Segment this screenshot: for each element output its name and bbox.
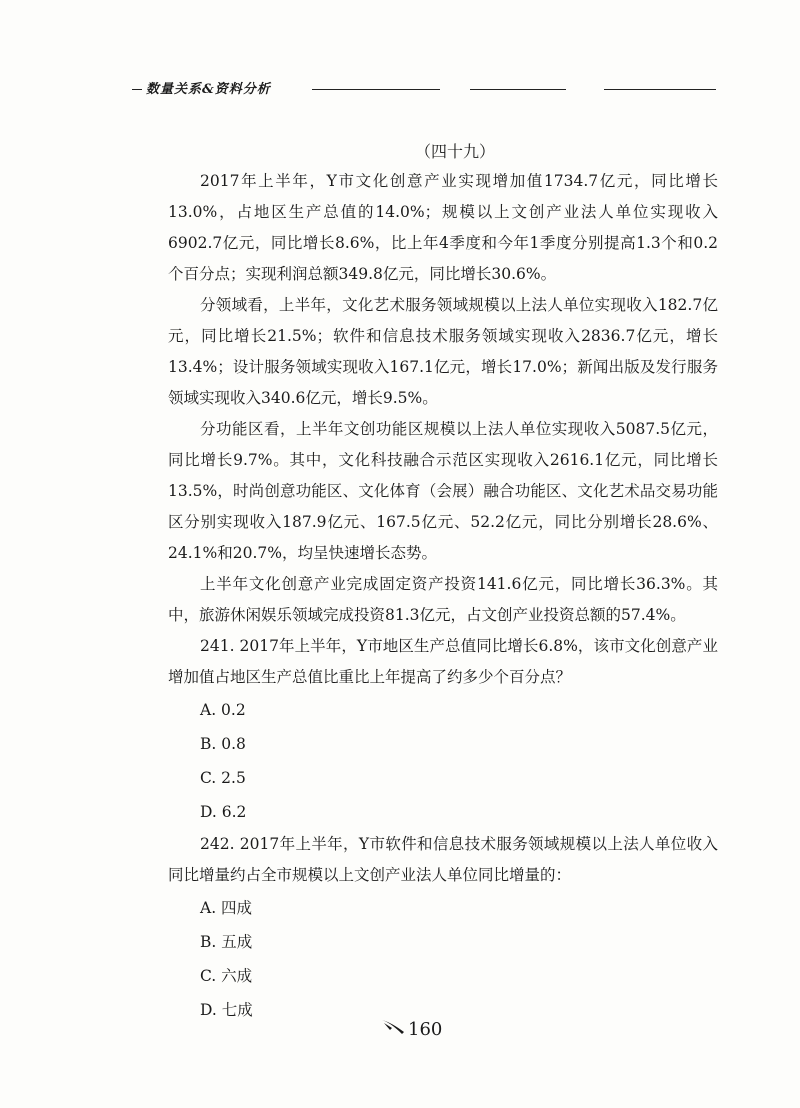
paragraph-1: 2017年上半年，Y市文化创意产业实现增加值1734.7亿元，同比增长13.0%，占地区生产总值的14.0%；规模以上文创产业法人单位实现收入6902.7亿元，同比增长8.6%，比上年4季度和今年1季度分别提高1.3个和0.2个百分点；实现利润总额349.8亿元，同比增长30.6%。 bbox=[168, 172, 718, 283]
question-242 bbox=[168, 829, 718, 1027]
question-241 bbox=[168, 631, 718, 829]
options-list bbox=[200, 891, 718, 1027]
page-footer bbox=[380, 1018, 442, 1041]
header-rule-1 bbox=[312, 89, 440, 90]
options-list bbox=[200, 693, 718, 829]
header-rule-2 bbox=[470, 89, 566, 90]
question-stem: 241. 2017年上半年，Y市地区生产总值同比增长6.8%，该市文化创意产业增加值占地区生产总值比重比上年提高了约多少个百分点？ bbox=[168, 637, 718, 686]
quill-icon bbox=[380, 1018, 406, 1041]
option-a: A. 0.2 bbox=[200, 701, 246, 719]
paragraph-4: 上半年文化创意产业完成固定资产投资141.6亿元，同比增长36.3%。其中，旅游休闲娱乐领域完成投资81.3亿元，占文创产业投资总额的57.4%。 bbox=[168, 575, 718, 624]
option-b: B. 五成 bbox=[200, 933, 253, 951]
question-stem: 242. 2017年上半年，Y市软件和信息技术服务领域规模以上法人单位收入同比增量约占全市规模以上文创产业法人单位同比增量的： bbox=[168, 835, 718, 884]
option-c: C. 六成 bbox=[200, 967, 253, 985]
page-content bbox=[168, 138, 718, 1027]
header-rule-3 bbox=[604, 89, 716, 90]
header-rule-left bbox=[132, 89, 142, 90]
header-title: 数量关系&资料分析 bbox=[142, 78, 275, 97]
page-header bbox=[132, 78, 716, 98]
option-c: C. 2.5 bbox=[200, 769, 246, 787]
page-number: 160 bbox=[408, 1019, 443, 1040]
option-d: D. 6.2 bbox=[200, 803, 247, 821]
section-title: （四十九） bbox=[414, 142, 495, 161]
paragraph-2: 分领域看，上半年，文化艺术服务领域规模以上法人单位实现收入182.7亿元，同比增长21.5%；软件和信息技术服务领域实现收入2836.7亿元，增长13.4%；设计服务领域实现收入167.1亿元，增长17.0%；新闻出版及发行服务领域实现收入340.6亿元，增长9.5%。 bbox=[168, 296, 718, 407]
option-d: D. 七成 bbox=[200, 1001, 253, 1019]
paragraph-3: 分功能区看，上半年文创功能区规模以上法人单位实现收入5087.5亿元，同比增长9.7%。其中，文化科技融合示范区实现收入2616.1亿元，同比增长13.5%，时尚创意功能区、文化体育（会展）融合功能区、文化艺术品交易功能区分别实现收入187.9亿元、167.5亿元、52.2亿元，同比分别增长28.6%、24.1%和20.7%，均呈快速增长态势。 bbox=[168, 420, 718, 562]
option-a: A. 四成 bbox=[200, 899, 253, 917]
option-b: B. 0.8 bbox=[200, 735, 246, 753]
